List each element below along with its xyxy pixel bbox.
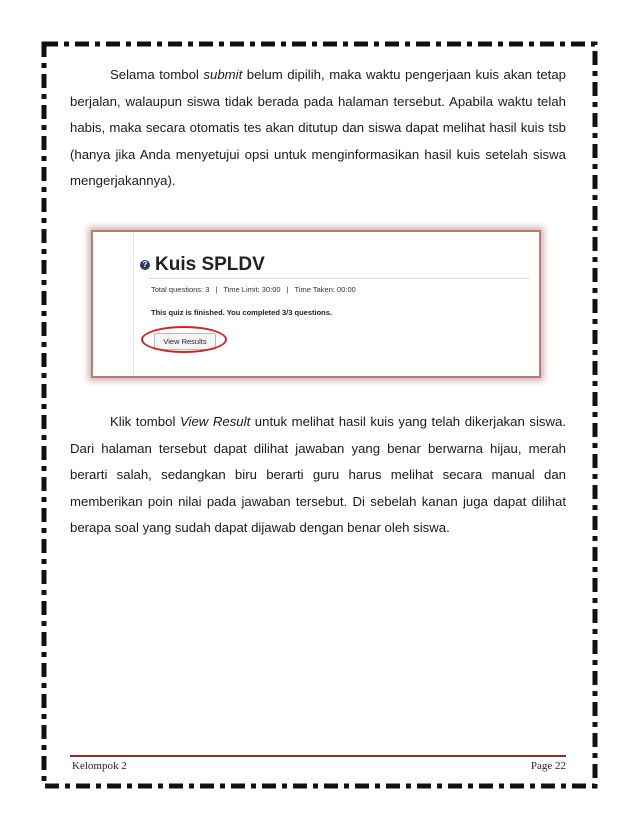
footer-group-name: Kelompok 2 (72, 760, 127, 772)
paragraph-submit-info: Selama tombol submit belum dipilih, maka waktu pengerjaan kuis akan tetap berjalan, walaupun siswa tidak berada pada halaman tersebut. Apabila waktu telah habis, maka secara otomatis tes akan ditutup dan siswa dapat melihat hasil kuis tsb (hanya jika Anda menyetujui opsi untuk menginformasikan hasil kuis setelah siswa mengerjakannya). (70, 67, 567, 188)
paragraph-indent (70, 414, 110, 429)
footer-divider (70, 755, 566, 757)
footer-page-number: Page 22 (530, 760, 566, 772)
quiz-title: Kuis SPLDV (155, 254, 265, 275)
question-icon: ? (140, 260, 150, 270)
screenshot-sidebar-divider (133, 232, 134, 378)
quiz-status-text: This quiz is finished. You completed 3/3 questions. (151, 308, 332, 317)
stats-separator: | (286, 285, 289, 294)
paragraph-view-result: Klik tombol View Result untuk melihat hasil kuis yang telah dikerjakan siswa. Dari halaman tersebut dapat dilihat jawaban yang benar berwarna hijau, merah berarti salah, sedangkan biru berarti guru harus melihat secara manual dan memberikan poin nilai pada jawaban tersebut. Di sebelah kanan juga dapat dilihat berapa soal yang sudah dapat dijawab dengan benar oleh siswa. (70, 414, 566, 535)
paragraph-indent (70, 67, 110, 82)
quiz-title-row (140, 254, 265, 276)
quiz-stats (151, 285, 356, 294)
quiz-title-divider (148, 278, 529, 279)
stats-separator: | (215, 285, 218, 294)
time-limit: Time Limit: 30:00 (223, 285, 281, 294)
highlight-ellipse (141, 326, 227, 353)
total-questions: Total questions: 3 (151, 285, 210, 294)
quiz-result-screenshot (91, 230, 541, 378)
view-results-button[interactable]: View Results (154, 333, 216, 350)
time-taken: Time Taken: 00:00 (294, 285, 356, 294)
